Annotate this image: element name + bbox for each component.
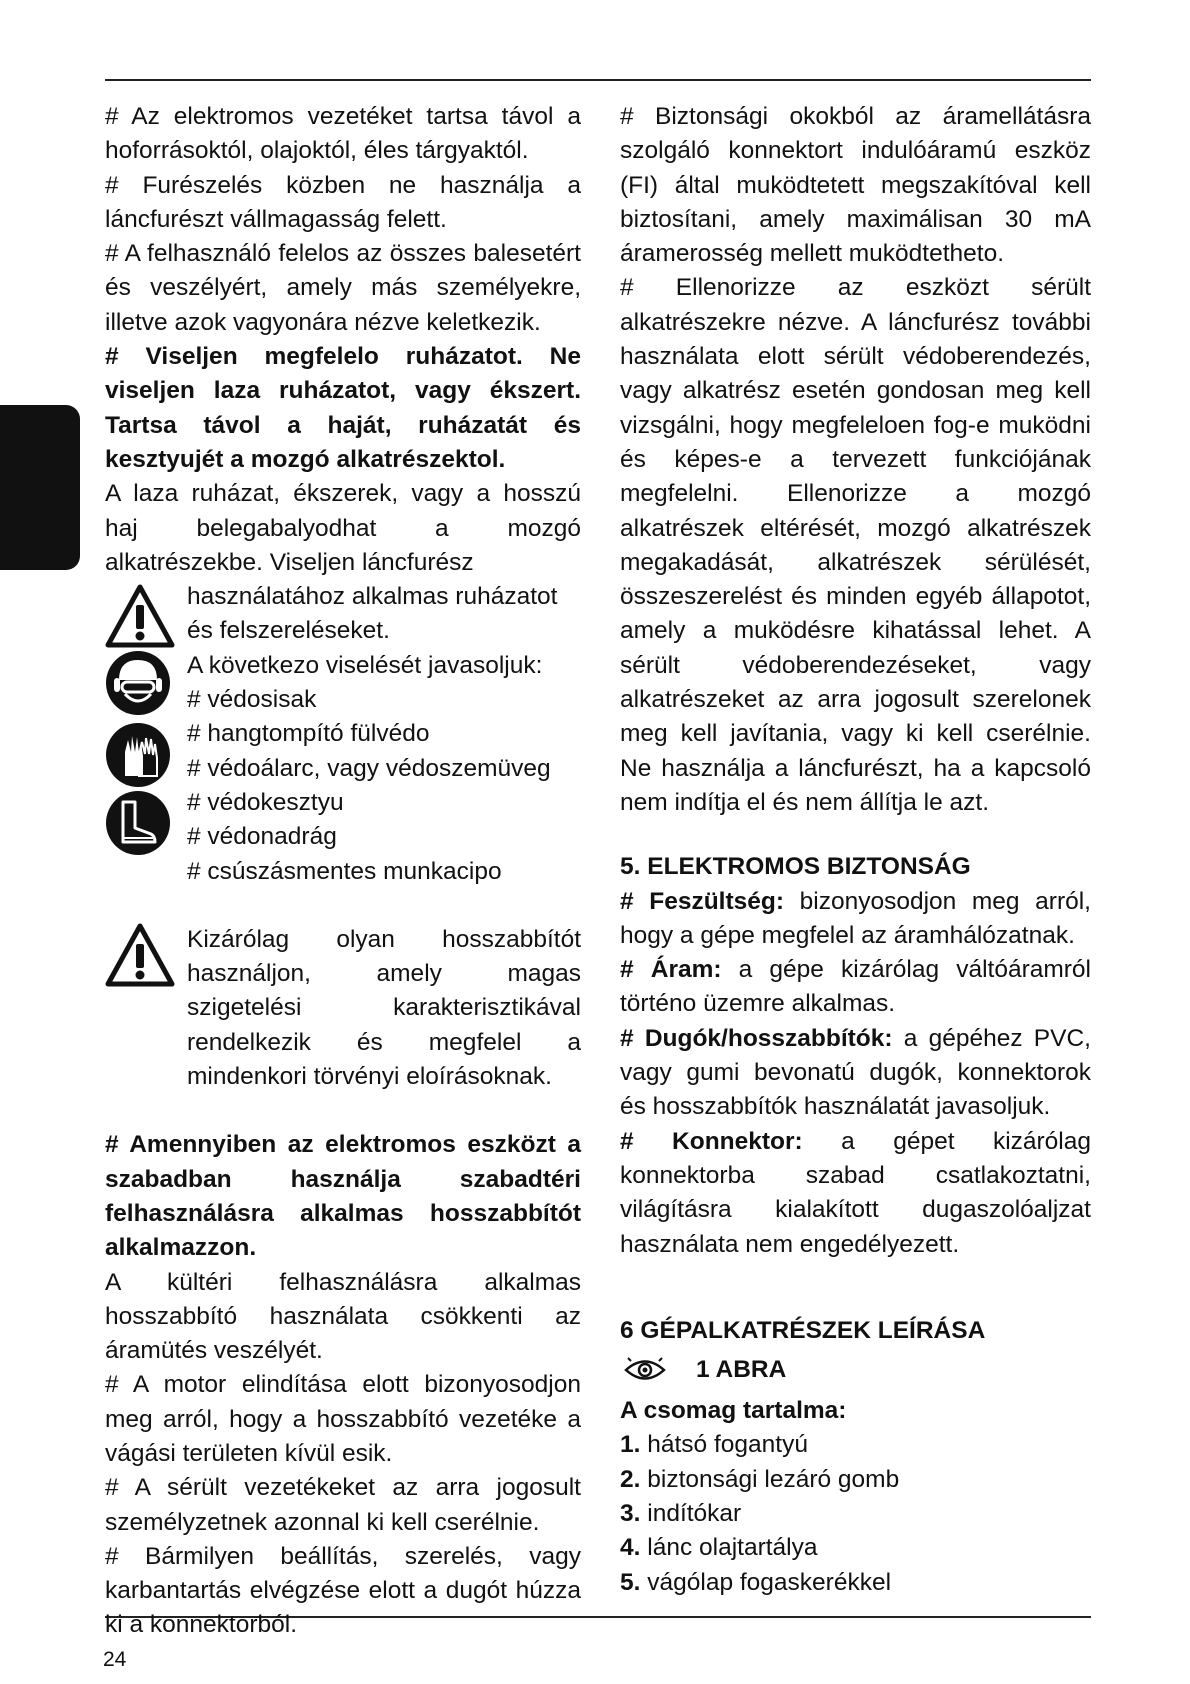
item-number: 3. bbox=[620, 1499, 641, 1527]
ppe-item: # védosisak bbox=[187, 686, 317, 714]
paragraph bbox=[620, 1022, 1091, 1125]
paragraph: # A felhasználó felelos az összes balesetért és veszélyért, amely más személyekre, illetve azok vagyonára nézve keletkezik. bbox=[105, 240, 581, 336]
right-column bbox=[620, 100, 1091, 1600]
ppe-item: # védoálarc, vagy védoszemüveg bbox=[187, 754, 551, 782]
item-number: 2. bbox=[620, 1465, 641, 1493]
paragraph bbox=[620, 953, 1091, 1022]
term: # Áram: bbox=[620, 956, 722, 984]
language-tab bbox=[0, 405, 80, 977]
definition: a gépet kizárólag konnektorba szabad csatlakoztatni, világításra kialakított dugaszolóaljzat használata nem engedélyezett. bbox=[620, 1127, 1091, 1258]
item-text: vágólap fogaskerékkel bbox=[640, 1568, 892, 1596]
term: # Feszültség: bbox=[620, 887, 785, 915]
gloves-icon bbox=[105, 722, 171, 788]
item-text: biztonsági lezáró gomb bbox=[640, 1465, 900, 1493]
paragraph: # Furészelés közben ne használja a láncfurészt vállmagasság felett. bbox=[105, 171, 581, 233]
ppe-item: # védokesztyu bbox=[187, 788, 344, 816]
paragraph: # Bármilyen beállítás, szerelés, vagy karbantartás elvégzése elott a dugót húzza ki a konnektorból. bbox=[105, 1542, 581, 1639]
warning-triangle-icon bbox=[105, 923, 175, 987]
paragraph: A laza ruházat, ékszerek, vagy a hosszú haj belegabalyodhat a mozgó alkatrészekbe. Viseljen láncfurész bbox=[105, 480, 581, 576]
eye-icon bbox=[624, 1357, 666, 1383]
item-number: 5. bbox=[620, 1568, 641, 1596]
item-text: indítókar bbox=[640, 1499, 742, 1527]
top-rule bbox=[105, 79, 1091, 81]
extension-warning-block bbox=[105, 923, 581, 1094]
definition: bizonyosodjon meg arról, hogy a gépe megfelel az áramhálózatnak. bbox=[620, 887, 1091, 949]
ppe-item: # védonadrág bbox=[187, 823, 337, 851]
list-item bbox=[620, 1463, 1091, 1497]
warning-triangle-icon bbox=[105, 584, 175, 648]
item-text: hátsó fogantyú bbox=[640, 1431, 808, 1459]
head-protection-icon bbox=[105, 650, 171, 716]
paragraph: A következo viselését javasoljuk: bbox=[187, 651, 543, 679]
left-column bbox=[105, 100, 581, 1643]
list-item bbox=[620, 1531, 1091, 1565]
item-number: 1. bbox=[620, 1431, 641, 1459]
list-item bbox=[620, 1566, 1091, 1600]
figure-reference bbox=[620, 1348, 1091, 1392]
term: # Konnektor: bbox=[620, 1127, 803, 1155]
parts-list bbox=[620, 1428, 1091, 1599]
ppe-item: # csúszásmentes munkacipo bbox=[187, 857, 502, 885]
paragraph-bold: # Viseljen megfelelo ruházatot. Ne viseljen laza ruházatot, vagy ékszert. Tartsa távol a haját, ruházatát és kesztyujét a mozgó alkatrészektol. bbox=[105, 343, 581, 473]
paragraph bbox=[620, 885, 1091, 954]
paragraph: A kültéri felhasználásra alkalmas hosszabbító használata csökkenti az áramütés veszélyét. bbox=[105, 1268, 581, 1365]
list-item bbox=[620, 1497, 1091, 1531]
section-heading: 6 GÉPALKATRÉSZEK LEÍRÁSA bbox=[620, 1316, 986, 1344]
language-label: HUNGARIAN bbox=[24, 807, 55, 977]
paragraph-bold: # Amennyiben az elektromos eszközt a szabadban használja szabadtéri felhasználásra alkalmas hosszabbítót alkalmazzon. bbox=[105, 1131, 581, 1262]
paragraph: # A sérült vezetékeket az arra jogosult személyzetnek azonnal ki kell cserélnie. bbox=[105, 1474, 581, 1536]
package-title: A csomag tartalma: bbox=[620, 1397, 847, 1425]
paragraph: használatához alkalmas ruházatot és felszereléseket. bbox=[187, 583, 558, 645]
ppe-block bbox=[105, 580, 581, 889]
list-item bbox=[620, 1428, 1091, 1462]
definition: a gépe kizárólag váltóáramról történo üzemre alkalmas. bbox=[620, 956, 1091, 1018]
item-number: 4. bbox=[620, 1534, 641, 1562]
section-heading: 5. ELEKTROMOS BIZTONSÁG bbox=[620, 853, 971, 881]
term: # Dugók/hosszabbítók: bbox=[620, 1024, 893, 1052]
paragraph: # Az elektromos vezetéket tartsa távol a hoforrásoktól, olajoktól, éles tárgyaktól. bbox=[105, 103, 581, 165]
paragraph: Kizárólag olyan hosszabbítót használjon, amely magas szigetelési karakterisztikával rendelkezik és megfelel a mindenkori törvényi eloírásoknak. bbox=[187, 925, 581, 1091]
item-text: lánc olajtartálya bbox=[640, 1534, 818, 1562]
paragraph: # Biztonsági okokból az áramellátásra szolgáló konnektort indulóáramú eszköz (FI) által muködtetett megszakítóval kell biztosítani, amely maximálisan 30 mA áramerosség mellett muködtetheto. bbox=[620, 103, 1091, 268]
figure-label: 1 ABRA bbox=[696, 1355, 787, 1383]
definition: a gépéhez PVC, vagy gumi bevonatú dugók, konnektorok és hosszabbítók használatát javasoljuk. bbox=[620, 1024, 1091, 1121]
boots-icon bbox=[105, 790, 171, 856]
ppe-item: # hangtompító fülvédo bbox=[187, 720, 430, 748]
paragraph bbox=[620, 1125, 1091, 1262]
paragraph: # Ellenorizze az eszközt sérült alkatrészekre nézve. A láncfurész további használata elott sérült védoberendezés, vagy alkatrész esetén gondosan meg kell vizsgálni, hogy megfeleloen fog-e muködni és képes-e a tervezett funkciójának megfelelni. Ellenorizze a mozgó alkatrészek eltérését, mozgó alkatrészek megakadását, alkatrészek sérülését, összeszerelést és minden egyéb állapotot, amely a muködésre kihatással lehet. A sérült védoberendezéseket, vagy alkatrészeket az arra jogosult szerelonek meg kell javítania, vagy ki kell cserélnie. Ne használja a láncfurészt, ha a kapcsoló nem indítja el és nem állítja le azt. bbox=[620, 274, 1091, 816]
page-number: 24 bbox=[103, 1648, 127, 1671]
paragraph: # A motor elindítása elott bizonyosodjon meg arról, hogy a hosszabbító vezetéke a vágási területen kívül esik. bbox=[105, 1371, 581, 1467]
